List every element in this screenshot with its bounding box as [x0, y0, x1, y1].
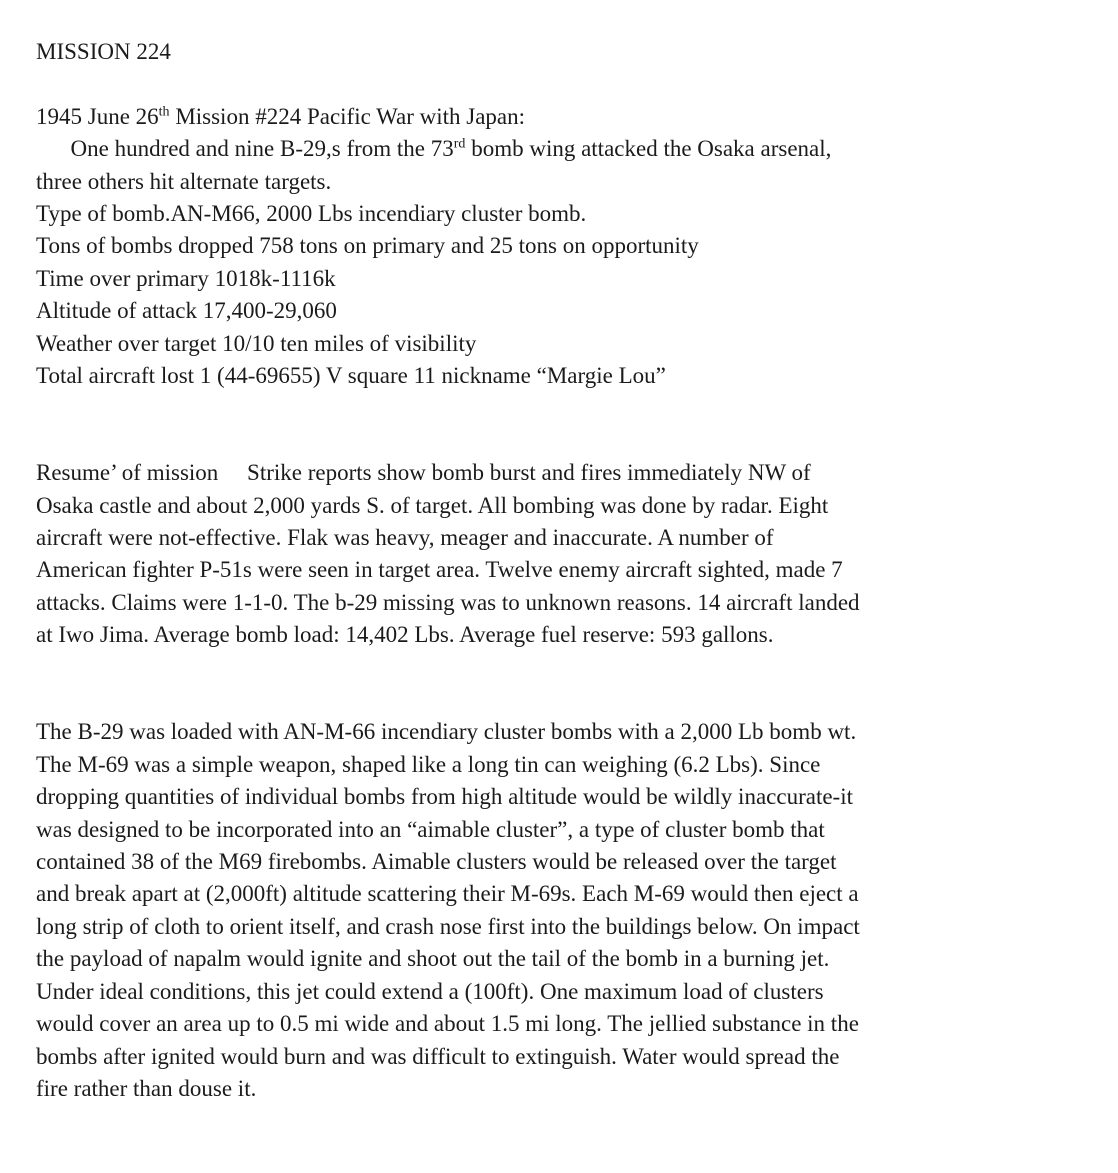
weapon-description-line: and break apart at (2,000ft) altitude scattering their M-69s. Each M-69 would then eject a — [36, 881, 859, 907]
weapon-description-line: would cover an area up to 0.5 mi wide and about 1.5 mi long. The jellied substance in the — [36, 1011, 859, 1037]
weapon-description-line: long strip of cloth to orient itself, and crash nose first into the buildings below. On impact — [36, 913, 860, 939]
fact-bomb-type-line: Type of bomb.AN-M66, 2000 Lbs incendiary cluster bomb. — [36, 201, 587, 227]
mission-title-text: Mission #224 Pacific War with Japan: — [169, 103, 526, 129]
weapon-description-line: fire rather than douse it. — [36, 1075, 257, 1101]
resume-line: Resume’ of mission Strike reports show bomb burst and fires immediately NW of — [36, 460, 811, 486]
weapon-description-line: bombs after ignited would burn and was difficult to extinguish. Water would spread the — [36, 1043, 840, 1069]
mission-date-line — [36, 101, 1090, 133]
weapon-description-line: was designed to be incorporated into an “aimable cluster”, a type of cluster bomb that — [36, 816, 825, 842]
fact-tonnage-line: Tons of bombs dropped 758 tons on primary and 25 tons on opportunity — [36, 233, 699, 259]
blank-line — [36, 68, 1090, 100]
weapon-description-line: Under ideal conditions, this jet could extend a (100ft). One maximum load of clusters — [36, 978, 824, 1004]
resume-line: at Iwo Jima. Average bomb load: 14,402 Lbs. Average fuel reserve: 593 gallons. — [36, 622, 774, 648]
fact-altitude-line: Altitude of attack 17,400-29,060 — [36, 298, 337, 324]
blank-line — [36, 684, 1090, 716]
fact-weather-line: Weather over target 10/10 ten miles of visibility — [36, 330, 477, 356]
mission-date-text: 1945 June 26 — [36, 103, 159, 129]
ordinal-superscript: rd — [453, 136, 466, 152]
document-title: MISSION 224 — [36, 39, 171, 64]
resume-line: attacks. Claims were 1-1-0. The b-29 missing was to unknown reasons. 14 aircraft landed — [36, 589, 860, 615]
weapon-description-line: dropping quantities of individual bombs from high altitude would be wildly inaccurate-it — [36, 784, 853, 810]
ordinal-superscript: th — [158, 104, 170, 120]
blank-line — [36, 652, 1090, 684]
alternate-targets-line: three others hit alternate targets. — [36, 168, 332, 194]
bomb-wing-line — [36, 133, 1090, 165]
resume-line: aircraft were not-effective. Flak was heavy, meager and inaccurate. A number of — [36, 525, 774, 551]
resume-line: American fighter P-51s were seen in target area. Twelve enemy aircraft sighted, made 7 — [36, 557, 843, 583]
blank-line — [36, 392, 1090, 424]
weapon-description-line: contained 38 of the M69 firebombs. Aimable clusters would be released over the target — [36, 849, 837, 875]
weapon-description-line: the payload of napalm would ignite and shoot out the tail of the bomb in a burning jet. — [36, 946, 830, 972]
weapon-description-line: The M-69 was a simple weapon, shaped like a long tin can weighing (6.2 Lbs). Since — [36, 751, 821, 777]
bomb-wing-target-text: bomb wing attacked the Osaka arsenal, — [465, 136, 832, 162]
bomb-wing-text: One hundred and nine B-29,s from the 73 — [36, 136, 454, 162]
fact-losses-line: Total aircraft lost 1 (44-69655) V square 11 nickname “Margie Lou” — [36, 363, 666, 389]
fact-time-line: Time over primary 1018k-1116k — [36, 265, 336, 291]
resume-line: Osaka castle and about 2,000 yards S. of target. All bombing was done by radar. Eight — [36, 492, 829, 518]
blank-line — [36, 425, 1090, 457]
weapon-description-line: The B-29 was loaded with AN-M-66 incendiary cluster bombs with a 2,000 Lb bomb wt. — [36, 719, 857, 745]
